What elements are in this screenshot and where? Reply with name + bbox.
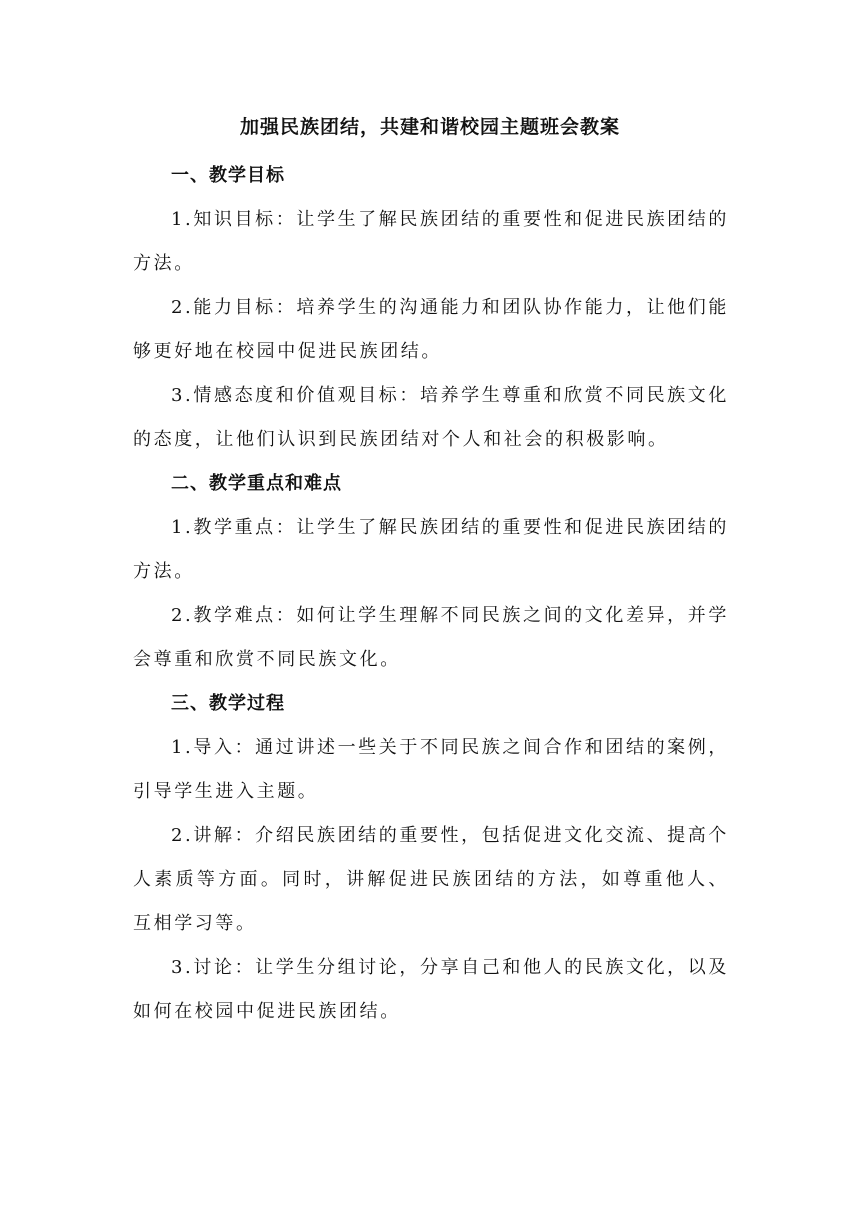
paragraph: 2.能力目标：培养学生的沟通能力和团队协作能力，让他们能够更好地在校园中促进民族团结。 [133,297,729,362]
document-title: 加强民族团结，共建和谐校园主题班会教案 [239,116,620,138]
paragraph: 1.知识目标：让学生了解民族团结的重要性和促进民族团结的方法。 [133,209,729,274]
section-key-points [133,462,729,682]
document-body [133,154,729,1034]
paragraph: 2.讲解：介绍民族团结的重要性，包括促进文化交流、提高个人素质等方面。同时，讲解促进民族团结的方法，如尊重他人、互相学习等。 [133,825,729,934]
paragraph: 2.教学难点：如何让学生理解不同民族之间的文化差异，并学会尊重和欣赏不同民族文化。 [133,605,729,670]
section-heading: 三、教学过程 [171,693,285,714]
paragraph: 3.讨论：让学生分组讨论，分享自己和他人的民族文化，以及如何在校园中促进民族团结。 [133,957,729,1022]
paragraph: 1.教学重点：让学生了解民族团结的重要性和促进民族团结的方法。 [133,517,729,582]
section-teaching-objectives [133,154,729,462]
section-teaching-process [133,682,729,1034]
section-heading: 一、教学目标 [171,165,285,186]
section-heading: 二、教学重点和难点 [171,473,342,494]
paragraph: 3.情感态度和价值观目标：培养学生尊重和欣赏不同民族文化的态度，让他们认识到民族团结对个人和社会的积极影响。 [133,385,729,450]
paragraph: 1.导入：通过讲述一些关于不同民族之间合作和团结的案例，引导学生进入主题。 [133,737,729,802]
